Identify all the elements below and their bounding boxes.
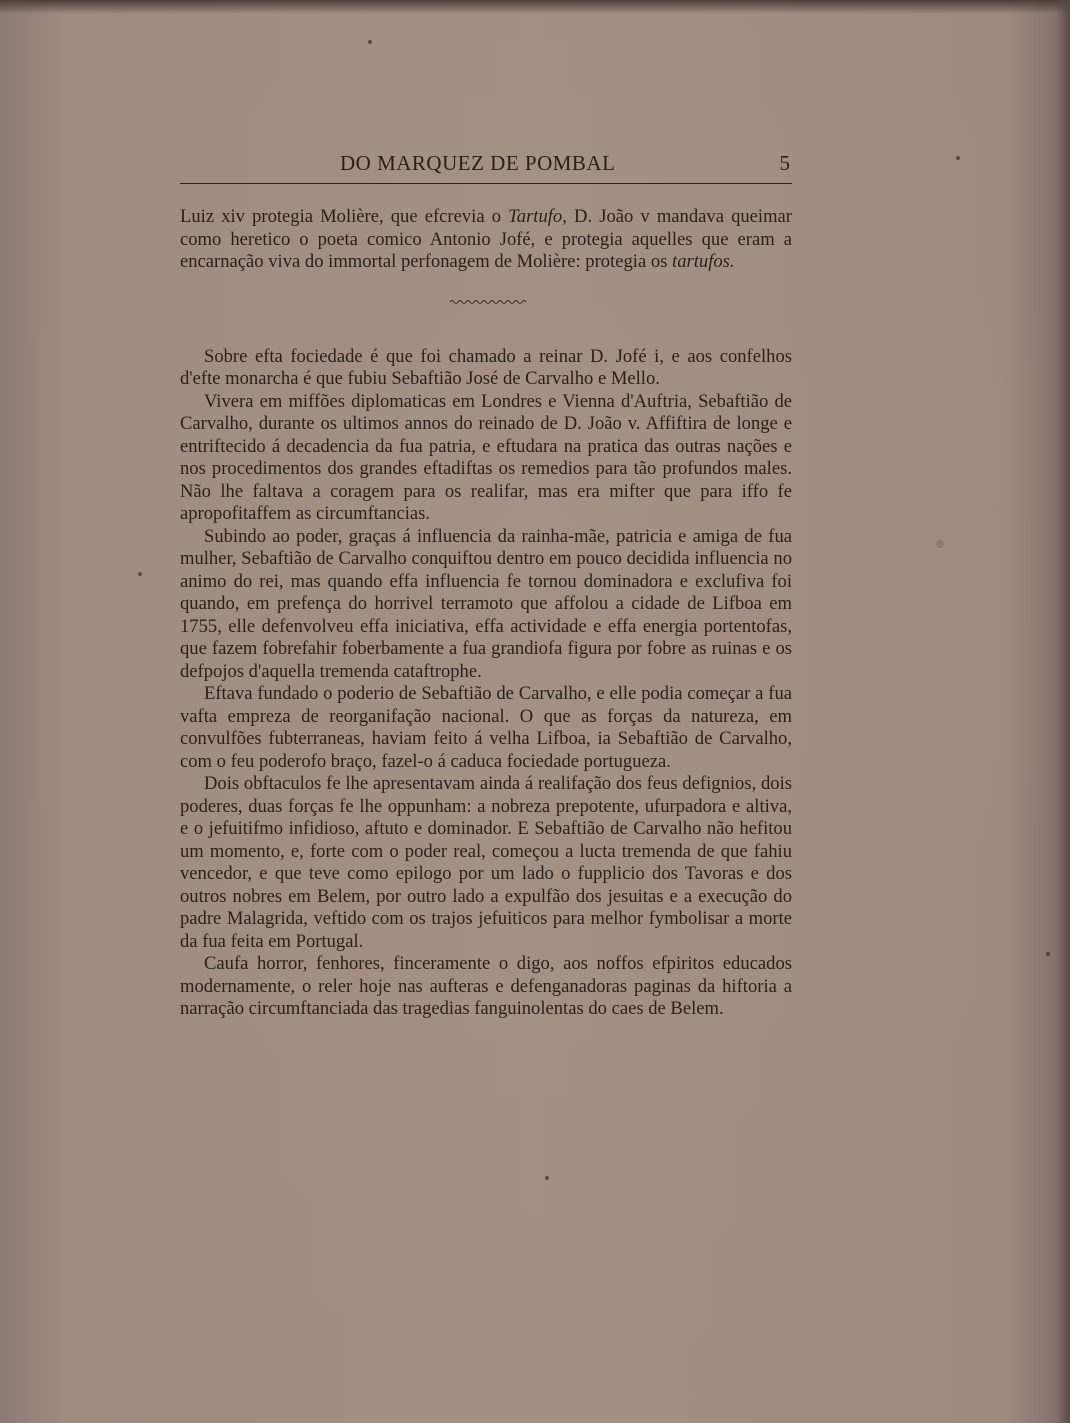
paragraph-2: Sobre efta fociedade é que foi chamado a reinar D. Jofé i, e aos confelhos d'efte monarcha é que fubiu Sebaftião José de Carvalho e Mello. (180, 345, 792, 389)
paper-speck (368, 40, 372, 44)
paragraph-1 (180, 206, 792, 274)
paper-speck (1046, 952, 1050, 956)
paragraph-4: Subindo ao poder, graças á influencia da rainha-mãe, patricia e amiga de fua mulher, Sebaftião de Carvalho conquiftou dentro em pouco decidida influencia no animo do rei, mas quando effa influencia fe tornou dominadora e exclufiva foi quando, em prefença do horrivel terramoto que affolou a cidade de Lifboa em 1755, elle defenvolveu effa iniciativa, effa actividade e effa energia portentofas, que fazem fobrefahir foberbamente a fua grandiofa figura por fobre as ruinas e os defpojos d'aquella tremenda cataftrophe. (180, 525, 792, 682)
paragraph-1-title-tartufo: Tartufo, (508, 206, 567, 227)
wavy-rule-ornament (450, 298, 526, 306)
section-ornament (180, 292, 792, 314)
running-title: DO MARQUEZ DE POMBAL (340, 151, 616, 175)
page-number: 5 (779, 151, 790, 175)
header-rule (180, 183, 792, 184)
paragraph-5: Eftava fundado o poderio de Sebaftião de Carvalho, e elle podia começar a fua vafta empreza de reorganifação nacional. O que as forças da natureza, em convulfões fubterraneas, haviam feito á velha Lifboa, ia Sebaftião de Carvalho, com o feu poderofo braço, fazel-o á caduca fociedade portugueza. (180, 683, 792, 772)
paragraph-6: Dois obftaculos fe lhe apresentavam ainda á realifação dos feus defignios, dois poderes, duas forças fe lhe oppunham: a nobreza prepotente, ufurpadora e altiva, e o jefuitifmo infidioso, aftuto e dominador. E Sebaftião de Carvalho não hefitou um momento, e, forte com o poder real, começou a lucta tremenda de que fahiu vencedor, e que teve como epilogo por um lado o fupplicio dos Tavoras e dos outros nobres em Belem, por outro lado a expulfão dos jesuitas e a execução do padre Malagrida, veftido com os trajos jefuiticos para melhor fymbolisar a morte da fua feita em Portugal. (180, 773, 792, 952)
paragraph-1-part-3: D. João v mandava queimar como heretico o poeta comico Antonio Jofé, e protegia aquelles que eram a encarnação viva do immortal perfonagem de Molière: protegia os (180, 206, 792, 272)
paper-speck (936, 540, 944, 548)
paragraph-1-part-1: Luiz xiv protegia Molière, que efcrevia o (180, 206, 509, 227)
paper-speck (138, 572, 142, 576)
paragraph-3: Vivera em miffões diplomaticas em Londres e Vienna d'Auftria, Sebaftião de Carvalho, durante os ultimos annos do reinado de D. João v. Affiftira de longe e entriftecido á decadencia da fua patria, e eftudara na pratica das outras nações e nos procedimentos dos grandes eftadiftas os remedios para tão profundos males. Não lhe faltava a coragem para os realifar, mas era mifter que para iffo fe apropofitaffem as circumftancias. (180, 390, 792, 524)
paragraph-1-word-tartufos: tartufos. (672, 251, 735, 272)
page-body (180, 206, 792, 1021)
paper-speck (545, 1176, 549, 1180)
paragraph-7: Caufa horror, fenhores, finceramente o digo, aos noffos efpiritos educados modernamente, o reler hoje nas aufteras e defenganadoras paginas da hiftoria a narração circumftanciada das tragedias fanguinolentas do caes de Belem. (180, 953, 792, 1019)
running-header (180, 145, 792, 179)
paper-speck (956, 156, 960, 160)
